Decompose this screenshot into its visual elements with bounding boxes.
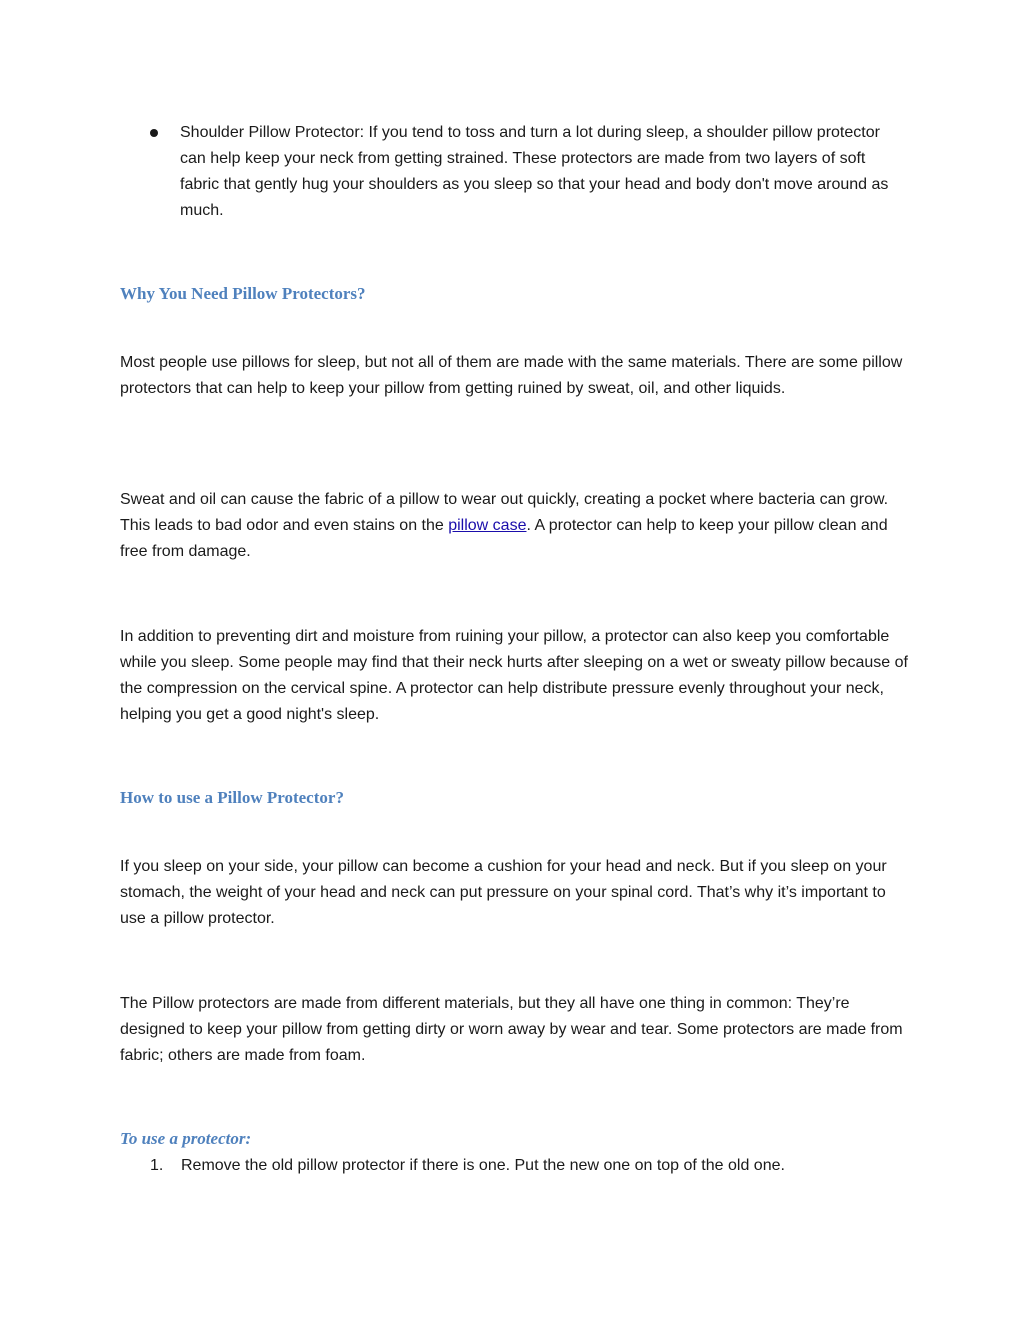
heading-to-use-protector: To use a protector: [120,1129,252,1148]
paragraph-pillow-materials: Most people use pillows for sleep, but not all of them are made with the same materials. There are some pillow protectors that can help to keep your pillow from getting ruined by sweat, oil, and other liquids. [120,354,903,397]
paragraph-materials: The Pillow protectors are made from different materials, but they all have one thing in common: They’re designed to keep your pillow from getting dirty or worn away by wear and tear. Some protectors are made from fabric; others are made from foam. [120,995,903,1064]
pillow-case-link[interactable]: pillow case [448,517,527,534]
heading-why-pillow-protectors: Why You Need Pillow Protectors? [120,284,366,303]
paragraph-text: . A protector can help to keep your pillow clean and free from damage. [120,517,888,560]
paragraph-comfort: In addition to preventing dirt and moisture from ruining your pillow, a protector can also keep you comfortable while you sleep. Some people may find that their neck hurts after sleeping on a wet or sweaty pillow because of the compression on the cervical spine. A protector can help distribute pressure evenly throughout your neck, helping you get a good night's sleep. [120,628,908,723]
list-item-text: Remove the old pillow protector if there is one. Put the new one on top of the old one. [181,1157,785,1174]
paragraph-text: Sweat and oil can cause the fabric of a pillow to wear out quickly, creating a pocket where bacteria can grow. This leads to bad odor and even stains on the [120,491,889,534]
heading-how-to-use: How to use a Pillow Protector? [120,788,344,807]
bullet-icon [150,129,158,137]
paragraph-sleep-position: If you sleep on your side, your pillow can become a cushion for your head and neck. But if you sleep on your stomach, the weight of your head and neck can put pressure on your spinal cord. That’s why it’s important to use a pillow protector. [120,858,887,927]
paragraph-sweat-oil [120,487,910,565]
list-number: 1. [150,1157,164,1174]
bullet-text: Shoulder Pillow Protector: If you tend to toss and turn a lot during sleep, a shoulder pillow protector can help keep your neck from getting strained. These protectors are made from two layers of soft fabric that gently hug your shoulders as you sleep so that your head and body don't move around as much. [180,124,889,219]
